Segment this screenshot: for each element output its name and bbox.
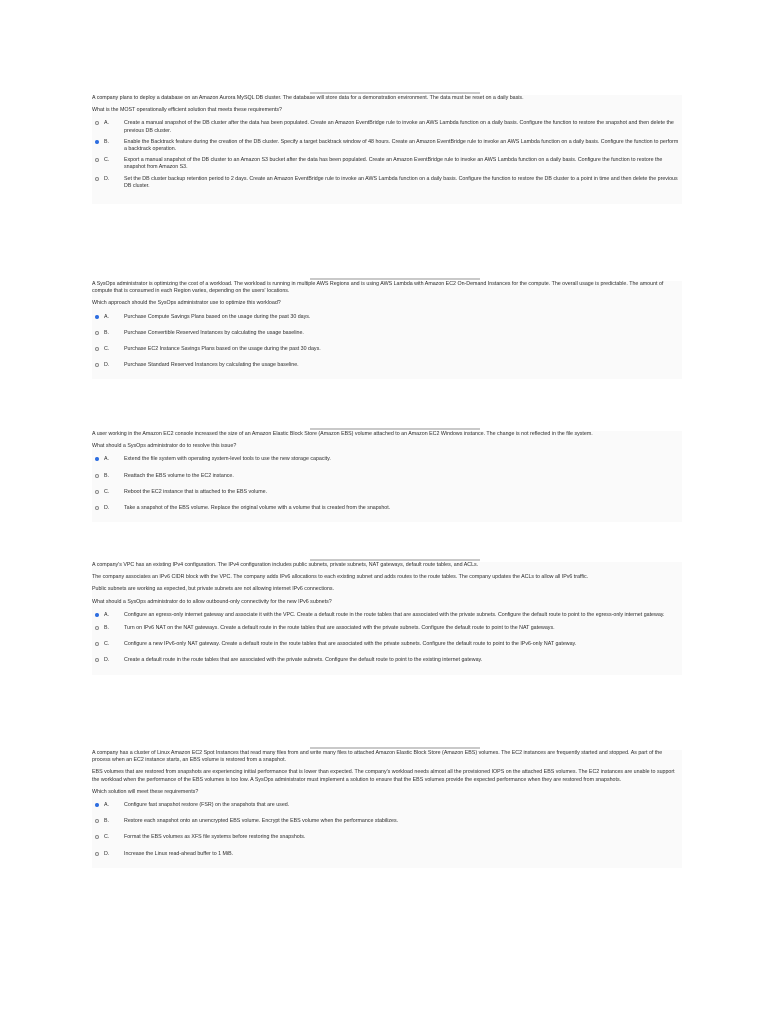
option-text: Purchase Convertible Reserved Instances by calculating the usage baseline. [124,329,304,336]
option-letter: C. [104,488,110,495]
radio-button[interactable] [95,331,99,335]
option-letter: C. [104,641,110,648]
radio-button[interactable] [95,177,99,181]
answer-option-c[interactable] [92,641,682,648]
option-letter: B. [104,138,110,145]
option-text: Turn on IPv6 NAT on the NAT gateways. Create a default route in the route tables that are associated with the private subnets. Configure the default route to point to the NAT gateways. [124,625,555,632]
answer-option-d[interactable] [92,657,682,664]
answer-option-b[interactable] [92,625,682,632]
question-prompt: What should a SysOps administrator do to allow outbound-only connectivity for the new IPv6 subnets? [92,598,332,605]
question-stem: EBS volumes that are restored from snapshots are experiencing initial performance that is lower than expected. The company's workload needs almost all the provisioned IOPS on the attached EBS volumes. The EC2 instances are unable to support the workload when the performance of the EBS volumes is too low. A SysOps administrator must implement a solution to ensure that the EBS volumes provide the expected performance when they are restored from snapshots. [92,769,675,783]
question-block-1 [92,95,682,204]
answer-option-c[interactable] [92,489,682,496]
option-letter: D. [104,175,110,182]
answer-option-c[interactable] [92,834,682,841]
option-letter: D. [104,505,110,512]
option-text: Increase the Linux read-ahead buffer to 1 MiB. [124,850,234,857]
radio-button[interactable] [95,158,99,162]
option-text: Purchase EC2 Instance Savings Plans based on the usage during the past 30 days. [124,346,321,353]
answer-option-a[interactable] [92,120,682,134]
option-text: Create a default route in the route tables that are associated with the private subnets. Configure the default route to point to the existing internet gateway. [124,657,483,664]
question-stem: A company has a cluster of Linux Amazon EC2 Spot Instances that read many files from and write many files to attached Amazon Elastic Block Store (Amazon EBS) volumes. The EC2 instances are frequently started and stopped. As part of the process when an EC2 instance starts, an EBS volume is restored from a snapshot. [92,750,663,764]
question-block-5 [92,750,682,868]
option-text: Extend the file system with operating system-level tools to use the new storage capacity. [124,456,331,463]
option-letter: B. [104,818,110,825]
radio-button-selected[interactable] [95,457,99,461]
radio-button-selected[interactable] [95,140,99,144]
answer-option-d[interactable] [92,505,682,512]
answer-option-b[interactable] [92,818,682,825]
option-letter: B. [104,472,110,479]
answer-option-b[interactable] [92,330,682,337]
option-text: Configure a new IPv6-only NAT gateway. Create a default route in the route tables that are associated with the private subnets. Configure the default route to point to the IPv6-only NAT gateway. [124,641,577,648]
separator-line [310,278,480,280]
question-prompt: Which solution will meet these requirements? [92,788,199,795]
option-text: Enable the Backtrack feature during the creation of the DB cluster. Specify a target backtrack window of 48 hours. Create an Amazon EventBridge rule to invoke an AWS Lambda function on a daily basis. Configure the function to perform a backtrack operation. [124,138,679,153]
separator-line [310,428,480,430]
radio-button-selected[interactable] [95,613,99,617]
question-block-2 [92,281,682,379]
option-letter: D. [104,362,110,369]
option-text: Create a manual snapshot of the DB cluster after the data has been populated. Create an Amazon EventBridge rule to invoke an AWS Lambda function on a daily basis. Configure the function to restore the snapshot and then delete the previous DB cluster. [124,120,674,134]
radio-button[interactable] [95,835,99,839]
question-block-3 [92,431,682,522]
answer-option-c[interactable] [92,157,682,171]
option-letter: A. [104,456,110,463]
question-stem: A user working in the Amazon EC2 console increased the size of an Amazon Elastic Block Store (Amazon EBS) volume attached to an Amazon EC2 Windows instance. The change is not reflected in the file system. [92,431,593,437]
answer-option-a[interactable] [92,456,682,463]
option-letter: A. [104,120,110,127]
option-letter: A. [104,611,110,618]
separator-line [310,92,480,94]
question-block-4 [92,562,682,675]
option-text: Configure an egress-only internet gateway and associate it with the VPC. Create a default route in the route tables that are associated with the private subnets. Configure the default route to point to the egress-only internet gateway. [124,611,665,618]
radio-button[interactable] [95,347,99,351]
answer-option-b[interactable] [92,473,682,480]
question-stem: Public subnets are working as expected, but private subnets are not allowing internet IPv6 connections. [92,586,335,593]
option-text: Purchase Standard Reserved Instances by calculating the usage baseline. [124,362,299,369]
radio-button[interactable] [95,626,99,630]
radio-button[interactable] [95,121,99,125]
radio-button[interactable] [95,819,99,823]
radio-button[interactable] [95,490,99,494]
option-text: Restore each snapshot onto an unencrypted EBS volume. Encrypt the EBS volume when the performance stabilizes. [124,818,399,825]
option-letter: D. [104,850,110,857]
option-text: Set the DB cluster backup retention period to 2 days. Create an Amazon EventBridge rule to invoke an AWS Lambda function on a daily basis. Configure the function to restore the DB cluster to a point in time and then delete the previous DB cluster. [124,175,678,189]
question-prompt: Which approach should the SysOps administrator use to optimize this workload? [92,300,281,307]
radio-button[interactable] [95,658,99,662]
question-stem: A company plans to deploy a database on an Amazon Aurora MySQL DB cluster. The database will store data for a demonstration environment. The data must be reset on a daily basis. [92,95,524,101]
option-letter: C. [104,157,110,164]
option-text: Configure fast snapshot restore (FSR) on the snapshots that are used. [124,802,290,809]
option-text: Purchase Compute Savings Plans based on the usage during the past 30 days. [124,313,311,320]
separator-line [310,559,480,561]
option-text: Export a manual snapshot of the DB cluster to an Amazon S3 bucket after the data has been populated. Create an Amazon EventBridge rule to invoke an AWS Lambda function on a daily basis. Configure the function to restore the snapshot from Amazon S3. [124,157,663,171]
option-text: Take a snapshot of the EBS volume. Replace the original volume with a volume that is created from the snapshot. [124,505,391,512]
answer-option-b[interactable] [92,139,682,153]
option-letter: C. [104,834,110,841]
question-stem: A company's VPC has an existing IPv4 configuration. The IPv4 configuration includes public subnets, private subnets, NAT gateways, default route tables, and ACLs. [92,562,479,568]
option-letter: A. [104,802,110,809]
option-text: Reboot the EC2 instance that is attached to the EBS volume. [124,488,268,495]
option-letter: D. [104,657,110,664]
option-letter: A. [104,313,110,320]
option-letter: B. [104,625,110,632]
option-letter: B. [104,329,110,336]
answer-option-d[interactable] [92,362,682,369]
question-stem: The company associates an IPv6 CIDR block with the VPC. The company adds IPv6 allocations to each existing subnet and adds routes to the route tables. The company updates the ACLs to allow all IPv6 traffic. [92,574,589,581]
option-text: Format the EBS volumes as XFS file systems before restoring the snapshots. [124,834,306,841]
answer-option-d[interactable] [92,851,682,858]
option-letter: C. [104,346,110,353]
radio-button-selected[interactable] [95,803,99,807]
answer-option-c[interactable] [92,346,682,353]
answer-option-a[interactable] [92,612,682,619]
option-text: Reattach the EBS volume to the EC2 instance. [124,472,234,479]
answer-option-d[interactable] [92,176,682,190]
radio-button[interactable] [95,506,99,510]
separator-line [310,747,480,749]
question-stem: A SysOps administrator is optimizing the cost of a workload. The workload is running in multiple AWS Regions and is using AWS Lambda with Amazon EC2 On-Demand Instances for the compute. The overall usage is predictable. The amount of compute that is consumed in each Region varies, depending on the users' locations. [92,281,664,295]
question-prompt: What should a SysOps administrator do to resolve this issue? [92,443,237,450]
answer-option-a[interactable] [92,314,682,321]
radio-button[interactable] [95,852,99,856]
radio-button[interactable] [95,474,99,478]
radio-button[interactable] [95,642,99,646]
radio-button-selected[interactable] [95,315,99,319]
answer-option-a[interactable] [92,802,682,809]
radio-button[interactable] [95,363,99,367]
question-prompt: What is the MOST operationally efficient solution that meets these requirements? [92,107,282,114]
